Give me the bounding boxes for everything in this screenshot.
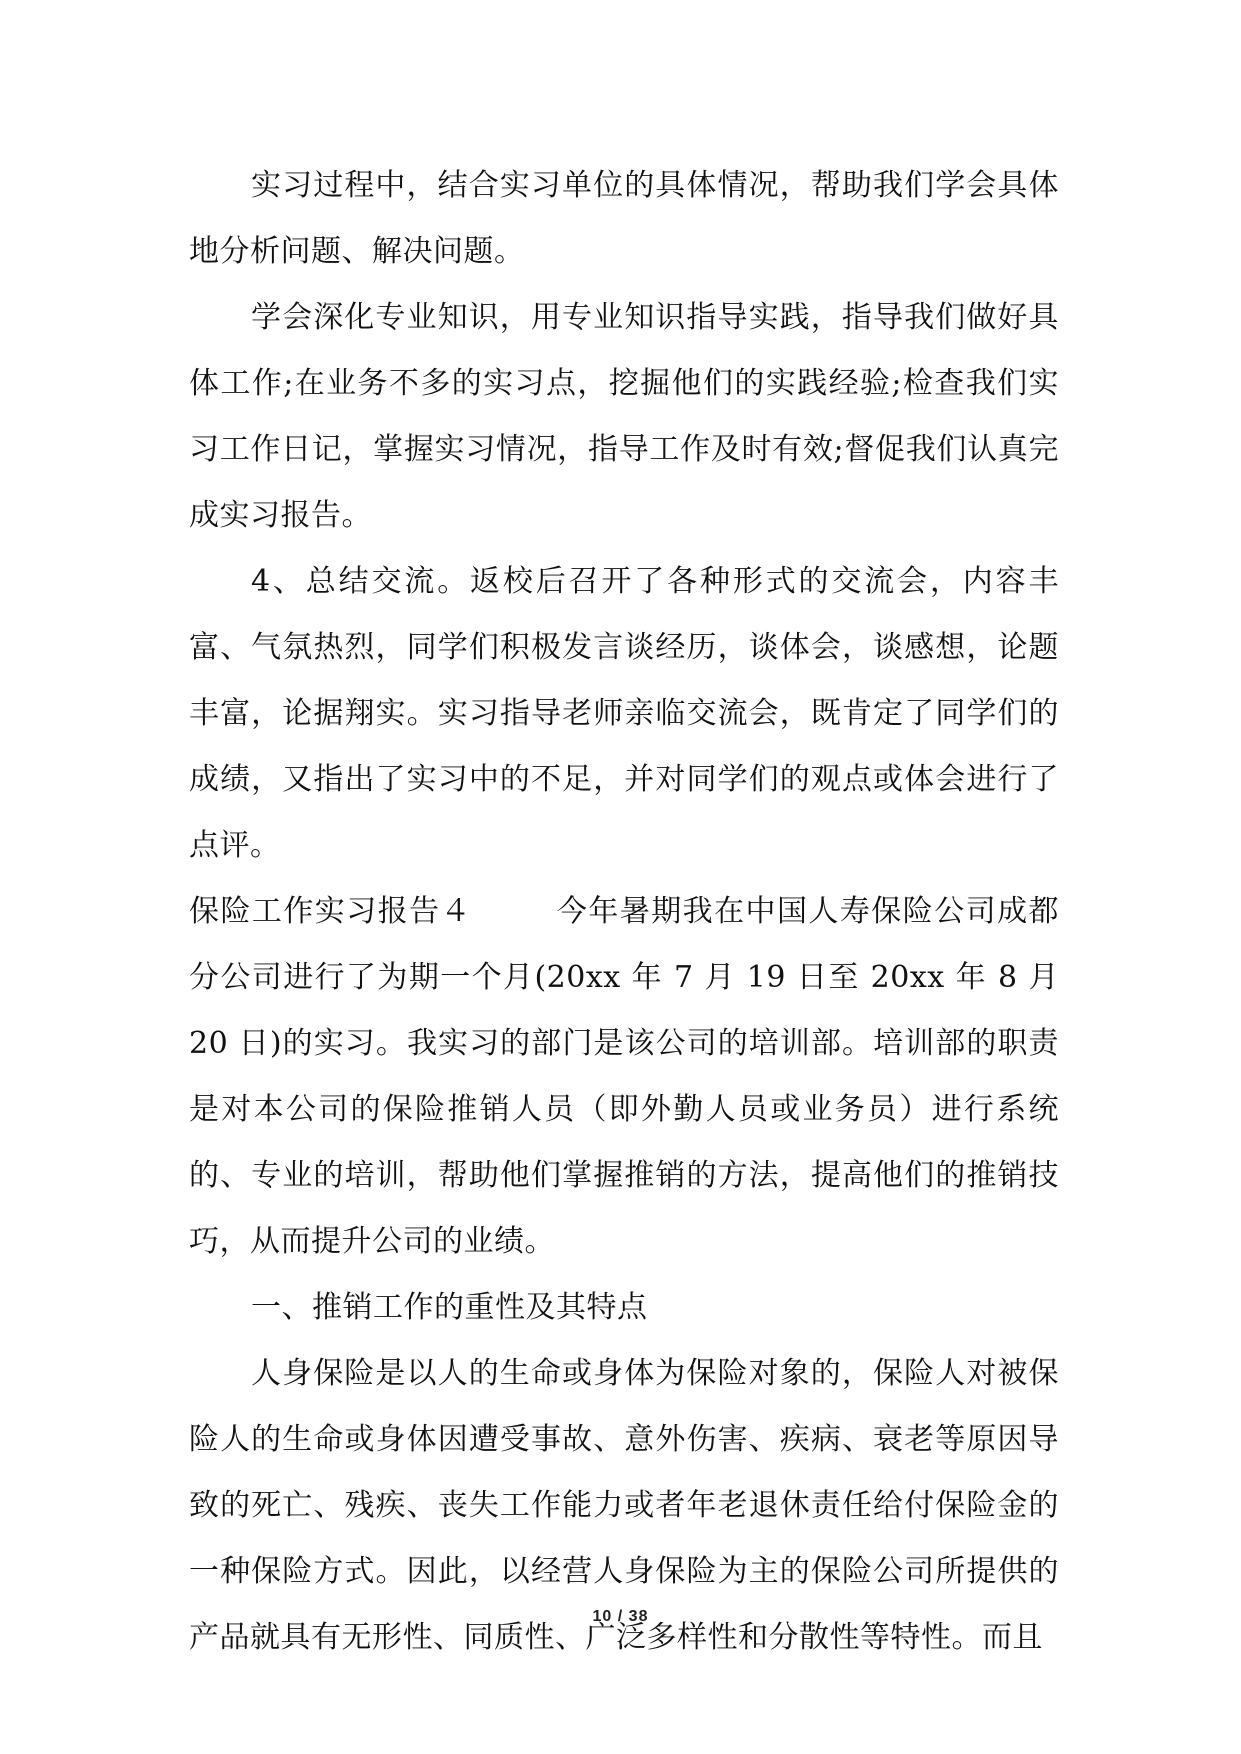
report-intro-text: 今年暑期我在中国人寿保险公司成都分公司进行了为期一个月(20xx 年 7 月 19 日至 20xx 年 8 月 20 日)的实习。我实习的部门是该公司的培训部。培训部的职责是对本公司的保险推销人员（即外勤人员或业务员）进行系统的、专业的培训，帮助他们掌握推销的方法，提高他们的推销技巧，从而提升公司的业绩。 (189, 894, 1060, 1259)
paragraph-internship-process: 实习过程中，结合实习单位的具体情况，帮助我们学会具体地分析问题、解决问题。 (189, 168, 1059, 269)
page-number: 10 / 38 (592, 1608, 649, 1625)
paragraph-life-insurance: 人身保险是以人的生命或身体为保险对象的，保险人对被保险人的生命或身体因遭受事故、意外伤害、疾病、衰老等原因导致的死亡、残疾、丧失工作能力或者年老退休责任给付保险金的一种保险方式。因此，以经营人身保险为主的保险公司所提供的产品就具有无形性、同质性、广泛多样性和分散性等特性。而且 (189, 1356, 1059, 1655)
section-heading-sales-work: 一、推销工作的重性及其特点 (251, 1290, 648, 1325)
paragraph-report-4 (189, 879, 1059, 1275)
paragraph-deepen-knowledge: 学会深化专业知识，用专业知识指导实践，指导我们做好具体工作;在业务不多的实习点，挖掘他们的实践经验;检查我们实习工作日记，掌握实习情况，指导工作及时有效;督促我们认真完成实习报告。 (189, 300, 1059, 533)
document-body (189, 153, 1059, 1671)
report-title: 保险工作实习报告４ (189, 894, 472, 929)
paragraph-summary-exchange: 4、总结交流。返校后召开了各种形式的交流会，内容丰富、气氛热烈，同学们积极发言谈经历，谈体会，谈感想，论题丰富，论据翔实。实习指导老师亲临交流会，既肯定了同学们的成绩，又指出了实习中的不足，并对同学们的观点或体会进行了点评。 (189, 564, 1059, 863)
